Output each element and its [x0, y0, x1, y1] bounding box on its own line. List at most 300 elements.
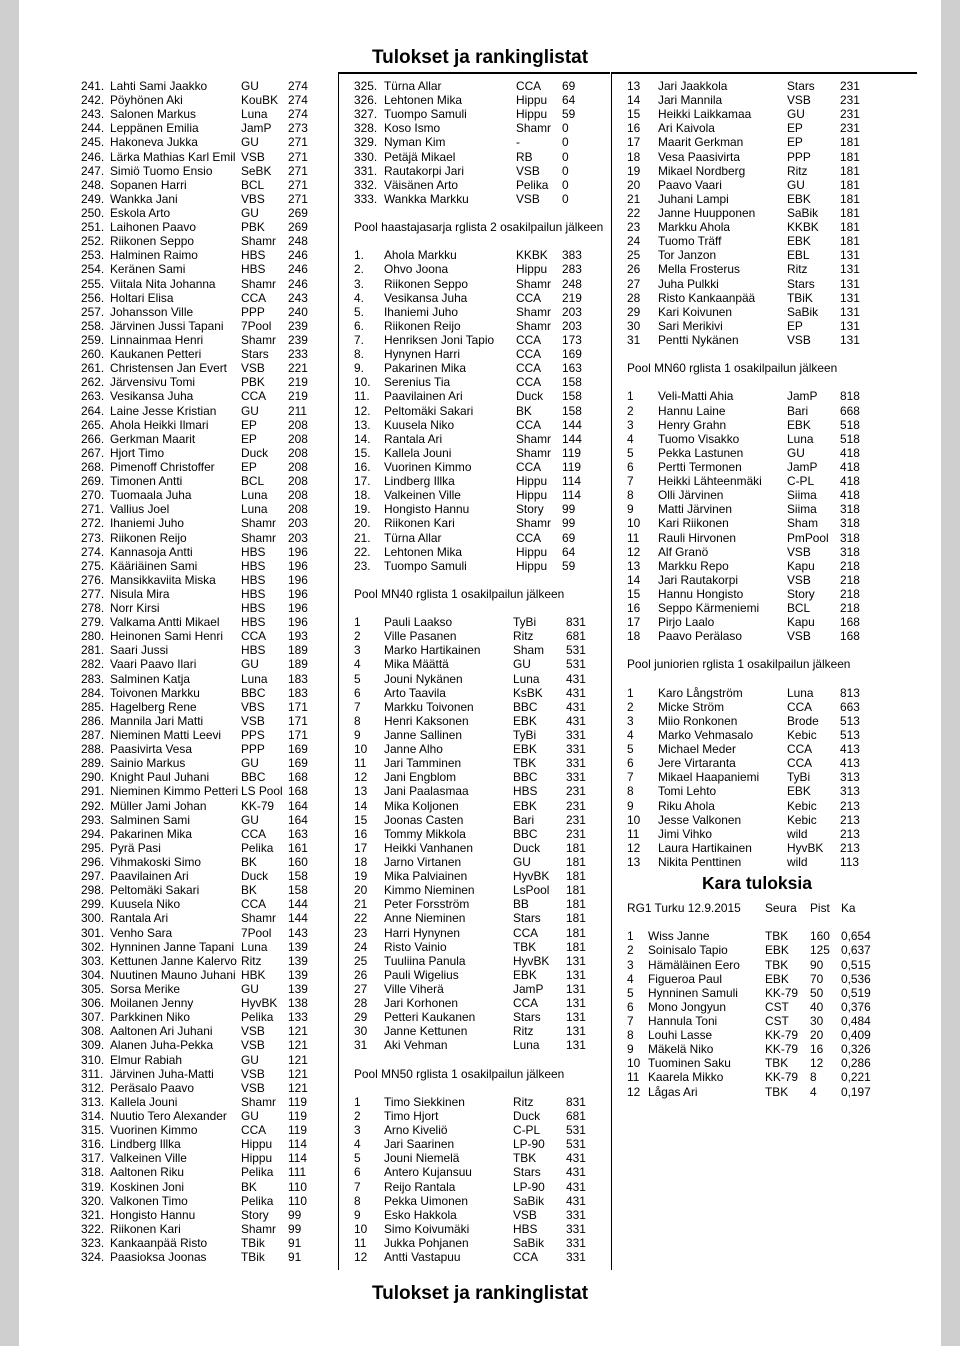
points: 160	[288, 855, 308, 870]
ranking-row	[81, 121, 311, 135]
ranking-row	[627, 573, 887, 587]
player-name: Janne Alho	[384, 742, 443, 757]
club: GU	[787, 177, 805, 192]
player-name: Rautakorpi Jari	[384, 163, 464, 178]
ranking-row	[354, 559, 609, 573]
rank-number: 305.	[81, 982, 105, 996]
mn50-list	[354, 1095, 609, 1264]
rank-number: 262.	[81, 375, 105, 390]
kara-header-row	[627, 901, 887, 915]
club: 7Pool	[241, 925, 272, 940]
club: BBC	[513, 770, 538, 785]
points: 331	[566, 770, 586, 785]
club: Shamr	[241, 530, 277, 545]
points: 91	[288, 1250, 302, 1265]
rank-number: 244.	[81, 121, 105, 136]
player-name: Saari Jussi	[110, 643, 169, 658]
player-name: Henriksen Joni Tapio	[384, 332, 495, 347]
player-name: Jari Saarinen	[384, 1137, 455, 1152]
rank-number: 299.	[81, 897, 105, 912]
points: 318	[840, 516, 860, 531]
club: PPP	[241, 304, 265, 319]
points: 271	[288, 163, 308, 178]
ranking-row	[354, 375, 609, 389]
ranking-row	[81, 1038, 311, 1052]
player-name: Salonen Markus	[110, 107, 196, 122]
player-name: Mikael Nordberg	[658, 163, 746, 178]
ranking-row	[354, 404, 609, 418]
player-name: Tuomo Visakko	[658, 431, 740, 446]
points: 181	[566, 883, 586, 898]
player-name: Pakarinen Mika	[384, 361, 466, 376]
ranking-row	[627, 305, 887, 319]
ranking-row	[627, 770, 887, 784]
ranking-row	[627, 784, 887, 798]
points: 331	[566, 1235, 586, 1250]
rank-number: 325.	[354, 79, 378, 93]
ranking-row	[627, 1085, 887, 1099]
points: 111	[288, 1165, 307, 1180]
rank-number: 1	[354, 615, 361, 630]
rank-number: 263.	[81, 389, 105, 404]
rank-number: 12	[627, 544, 641, 559]
player-name: Kankaanpää Risto	[110, 1235, 208, 1250]
club: EP	[241, 431, 257, 446]
points: 273	[288, 121, 308, 136]
ranking-row	[354, 897, 609, 911]
club: Hippu	[516, 488, 548, 503]
points: 231	[840, 79, 860, 93]
rank-number: 6	[354, 685, 361, 700]
player-name: Jesse Valkonen	[658, 812, 742, 827]
ranking-row	[354, 502, 609, 516]
column-divider-2	[611, 74, 612, 1270]
ranking-row	[627, 516, 887, 530]
club: CCA	[516, 290, 542, 305]
ranking-row	[354, 770, 609, 784]
club: PBK	[241, 375, 265, 390]
points: 181	[566, 911, 586, 926]
club: BK	[241, 883, 257, 898]
club: KKBK	[516, 248, 548, 263]
club: Pelika	[241, 1193, 274, 1208]
player-name: Anne Nieminen	[384, 911, 466, 926]
page-header-title: Tulokset ja rankinglistat	[371, 47, 589, 68]
average: 0,326	[841, 1042, 871, 1057]
points: 144	[288, 897, 308, 912]
club: CCA	[516, 530, 542, 545]
points: 681	[566, 629, 586, 644]
club: Hippu	[516, 558, 548, 573]
club: Shamr	[241, 332, 277, 347]
ranking-row	[81, 926, 311, 940]
ranking-row	[354, 1095, 609, 1109]
points: 181	[840, 149, 860, 164]
ranking-row	[627, 488, 887, 502]
points: 331	[566, 1221, 586, 1236]
rank-number: 245.	[81, 135, 105, 150]
points: 12	[810, 1056, 824, 1071]
points: 189	[288, 643, 308, 658]
player-name: Ville Pasanen	[384, 629, 457, 644]
club: VSB	[241, 713, 265, 728]
ranking-row	[627, 714, 887, 728]
club: Hippu	[241, 1151, 273, 1166]
points: 283	[562, 262, 582, 277]
rank-number: 311.	[81, 1066, 104, 1081]
ranking-row	[81, 1165, 311, 1179]
ranking-row	[81, 502, 311, 516]
player-name: Nuutinen Mauno Juhani	[110, 967, 236, 982]
ranking-row	[354, 1250, 609, 1264]
player-name: Esko Hakkola	[384, 1207, 457, 1222]
ranking-row	[81, 150, 311, 164]
rank-number: 19.	[354, 502, 371, 517]
rank-number: 5	[627, 742, 634, 757]
points: 531	[566, 1123, 586, 1138]
player-name: Lehtonen Mika	[384, 93, 463, 108]
rank-number: 14	[627, 93, 641, 108]
club: VSB	[241, 1080, 265, 1095]
club: Siima	[787, 488, 817, 503]
points: 196	[288, 558, 308, 573]
club: KK-79	[765, 1028, 799, 1043]
points: 219	[562, 290, 582, 305]
rank-number: 301.	[81, 925, 105, 940]
points: 181	[840, 205, 860, 220]
rank-number: 22.	[354, 544, 371, 559]
ranking-row	[354, 657, 609, 671]
rank-number: 12	[354, 770, 368, 785]
rank-number: 308.	[81, 1024, 105, 1039]
points: 138	[288, 996, 308, 1011]
ranking-row	[354, 150, 609, 164]
club: Pelika	[241, 1165, 274, 1180]
player-name: Johansson Ville	[110, 304, 194, 319]
player-name: Nisula Mira	[110, 586, 170, 601]
ranking-row	[354, 742, 609, 756]
rank-number: 7	[354, 699, 361, 714]
points: 131	[566, 1024, 586, 1039]
club: Shamr	[516, 445, 552, 460]
club: Kebic	[787, 812, 817, 827]
player-name: Joonas Casten	[384, 812, 464, 827]
player-name: Petäjä Mikael	[384, 149, 456, 164]
player-name: Rauli Hirvonen	[658, 530, 736, 545]
club: GU	[241, 657, 259, 672]
ranking-row	[354, 855, 609, 869]
rank-number: 3.	[354, 276, 364, 291]
points: 158	[562, 375, 582, 390]
ranking-row	[354, 799, 609, 813]
ranking-row	[354, 79, 609, 93]
points: 131	[840, 304, 860, 319]
player-name: Hynninen Janne Tapani	[110, 939, 235, 954]
ranking-row	[354, 883, 609, 897]
player-name: Aki Vehman	[384, 1038, 448, 1053]
rank-number: 18	[627, 149, 641, 164]
points: 121	[288, 1080, 308, 1095]
player-name: Arto Taavila	[384, 685, 446, 700]
rank-number: 17	[627, 615, 641, 630]
rank-number: 323.	[81, 1235, 105, 1250]
points: 99	[562, 502, 576, 517]
points: 70	[810, 971, 824, 986]
club: Siima	[787, 502, 817, 517]
rank-number: 7.	[354, 332, 364, 347]
player-name: Parkkinen Niko	[110, 1010, 190, 1025]
club: PBK	[241, 220, 265, 235]
player-name: Koskinen Joni	[110, 1179, 185, 1194]
club: Luna	[241, 107, 268, 122]
club: CCA	[241, 290, 267, 305]
player-name: Nyman Kim	[384, 135, 446, 150]
points: 4	[810, 1084, 817, 1099]
club: Luna	[787, 431, 814, 446]
club: Shamr	[516, 121, 552, 136]
player-name: Ohvo Joona	[384, 262, 449, 277]
rank-number: 13.	[354, 417, 371, 432]
club: VSB	[787, 544, 811, 559]
ranking-row	[627, 446, 887, 460]
points: 518	[840, 417, 860, 432]
player-name: Lågas Ari	[648, 1084, 698, 1099]
ranking-row	[81, 657, 311, 671]
club: Shamr	[516, 304, 552, 319]
points: 139	[288, 982, 308, 996]
player-name: Jari Jaakkola	[658, 79, 728, 93]
player-name: Linnainmaa Henri	[110, 332, 204, 347]
club: EBK	[513, 742, 537, 757]
player-name: Jouni Nykänen	[384, 671, 463, 686]
points: 431	[566, 1193, 586, 1208]
player-name: Riikonen Kari	[110, 1221, 181, 1236]
player-name: Tommy Mikkola	[384, 826, 466, 841]
player-name: Tuompo Samuli	[384, 107, 467, 122]
player-name: Paasivirta Vesa	[110, 742, 192, 757]
rank-number: 1	[627, 929, 634, 944]
rank-number: 250.	[81, 205, 105, 220]
points: 431	[566, 1179, 586, 1194]
player-name: Leppänen Emilia	[110, 121, 199, 136]
club: CCA	[516, 375, 542, 390]
ranking-row	[627, 601, 887, 615]
ranking-row	[627, 206, 887, 220]
average: 0,221	[841, 1070, 871, 1085]
club: GU	[241, 205, 259, 220]
points: 64	[562, 544, 576, 559]
ranking-row	[81, 982, 311, 996]
rank-number: 5.	[354, 304, 364, 319]
rank-number: 2	[627, 943, 634, 958]
club: LP-90	[513, 1179, 545, 1194]
points: 169	[562, 347, 582, 362]
ranking-row	[81, 262, 311, 276]
rank-number: 287.	[81, 728, 105, 743]
rank-number: 31	[354, 1038, 368, 1053]
club: VSB	[787, 572, 811, 587]
club: TBK	[765, 1084, 789, 1099]
club: KK-79	[765, 985, 799, 1000]
points: 183	[288, 685, 308, 700]
rank-number: 243.	[81, 107, 105, 122]
player-name: Kari Koivunen	[658, 304, 733, 319]
club: Pelika	[241, 840, 274, 855]
points: 239	[288, 318, 308, 333]
rank-number: 297.	[81, 869, 105, 884]
rank-number: 14	[627, 572, 641, 587]
club: GU	[241, 79, 259, 93]
rank-number: 13	[627, 855, 641, 870]
ranking-row	[354, 319, 609, 333]
player-name: Hjort Timo	[110, 445, 165, 460]
ranking-row	[627, 615, 887, 629]
points: 64	[562, 93, 576, 108]
club: EBK	[513, 798, 537, 813]
rank-number: 18	[627, 629, 641, 644]
rank-number: 294.	[81, 826, 105, 841]
rank-number: 15	[354, 812, 368, 827]
club: Ritz	[787, 163, 808, 178]
player-name: Heikki Laikkamaa	[658, 107, 752, 122]
ranking-row	[81, 1208, 311, 1222]
average: 0,197	[841, 1084, 871, 1099]
points: 119	[288, 1108, 307, 1123]
player-name: Miio Ronkonen	[658, 713, 738, 728]
points: 171	[288, 699, 308, 714]
club: VBS	[241, 191, 265, 206]
points: 318	[840, 530, 860, 545]
rank-number: 6	[627, 756, 634, 771]
rank-number: 10	[354, 742, 368, 757]
club: TBK	[765, 929, 789, 944]
points: 274	[288, 107, 308, 122]
points: 218	[840, 601, 860, 616]
club: JamP	[787, 459, 818, 474]
ranking-row	[354, 446, 609, 460]
points: 168	[288, 770, 308, 785]
club: Shamr	[241, 234, 277, 249]
ranking-column-2	[354, 79, 609, 1264]
points: 99	[288, 1221, 302, 1236]
player-name: Seppo Kärmeniemi	[658, 601, 760, 616]
club: EP	[787, 135, 803, 150]
club: 7Pool	[241, 318, 272, 333]
points: 131	[840, 248, 860, 263]
right-edge-stripe	[941, 0, 960, 1346]
player-name: Jouni Niemelä	[384, 1151, 460, 1166]
points: 196	[288, 572, 308, 587]
player-name: Kimmo Nieminen	[384, 883, 475, 898]
points: 125	[810, 943, 830, 958]
points: 208	[288, 417, 308, 432]
points: 531	[566, 657, 586, 672]
club: Shamr	[516, 318, 552, 333]
club: Luna	[513, 671, 540, 686]
rank-number: 15.	[354, 445, 371, 460]
player-name: Nikita Penttinen	[658, 855, 742, 870]
rank-number: 293.	[81, 812, 105, 827]
club: C-PL	[787, 474, 815, 489]
rank-number: 248.	[81, 177, 105, 192]
club: EBK	[765, 943, 789, 958]
points: 431	[566, 713, 586, 728]
club: SeBK	[241, 163, 272, 178]
player-name: Riikonen Kari	[384, 516, 455, 531]
points: 121	[288, 1024, 308, 1039]
points: 69	[562, 79, 576, 93]
header-rule-right	[611, 72, 917, 74]
points: 181	[840, 234, 860, 249]
club: Stars	[513, 1010, 541, 1025]
player-name: Moilanen Jenny	[110, 996, 194, 1011]
ranking-row	[81, 1236, 311, 1250]
rank-number: 253.	[81, 248, 105, 263]
player-name: Valkama Antti Mikael	[110, 615, 220, 630]
player-name: Ahola Heikki Ilmari	[110, 417, 209, 432]
ranking-row	[354, 954, 609, 968]
points: 248	[562, 276, 582, 291]
player-name: Tuomo Träff	[658, 234, 722, 249]
ranking-row	[81, 107, 311, 121]
player-name: Arno Kiveliö	[384, 1123, 448, 1138]
ranking-row	[81, 954, 311, 968]
points: 131	[566, 1038, 586, 1053]
rank-number: 23	[354, 925, 368, 940]
ranking-row	[627, 841, 887, 855]
ranking-row	[627, 742, 887, 756]
player-name: Riikonen Reijo	[384, 318, 461, 333]
average: 0,409	[841, 1028, 871, 1043]
rank-number: 22	[627, 205, 641, 220]
column-divider-1	[338, 74, 339, 1270]
kara-header-average: Ka	[841, 901, 856, 916]
ranking-row	[354, 1123, 609, 1137]
player-name: Vesa Paasivirta	[658, 149, 740, 164]
club: EBK	[787, 417, 811, 432]
ranking-row	[354, 291, 609, 305]
ranking-row	[354, 531, 609, 545]
rank-number: 2	[354, 629, 361, 644]
club: BBC	[241, 770, 266, 785]
rank-number: 260.	[81, 347, 105, 362]
rank-number: 6	[354, 1165, 361, 1180]
points: 233	[288, 347, 308, 362]
rank-number: 320.	[81, 1193, 105, 1208]
points: 203	[562, 304, 582, 319]
player-name: Timonen Antti	[110, 474, 183, 489]
ranking-row	[627, 277, 887, 291]
rank-number: 271.	[81, 502, 105, 517]
points: 144	[562, 431, 582, 446]
rank-number: 25	[354, 953, 368, 968]
ranking-row	[81, 615, 311, 629]
page-footer-title: Tulokset ja rankinglistat	[371, 1283, 589, 1304]
club: Stars	[513, 1165, 541, 1180]
ranking-row	[81, 700, 311, 714]
points: 668	[840, 403, 860, 418]
player-name: Müller Jami Johan	[110, 798, 207, 813]
points: 231	[840, 121, 860, 136]
rank-number: 6.	[354, 318, 364, 333]
kara-list	[627, 929, 887, 1098]
club: wild	[787, 826, 808, 841]
rank-number: 4	[354, 657, 361, 672]
player-name: Jari Mannila	[658, 93, 723, 108]
club: LsPool	[513, 883, 550, 898]
rank-number: 20	[354, 883, 368, 898]
player-name: Hynynen Harri	[384, 347, 460, 362]
